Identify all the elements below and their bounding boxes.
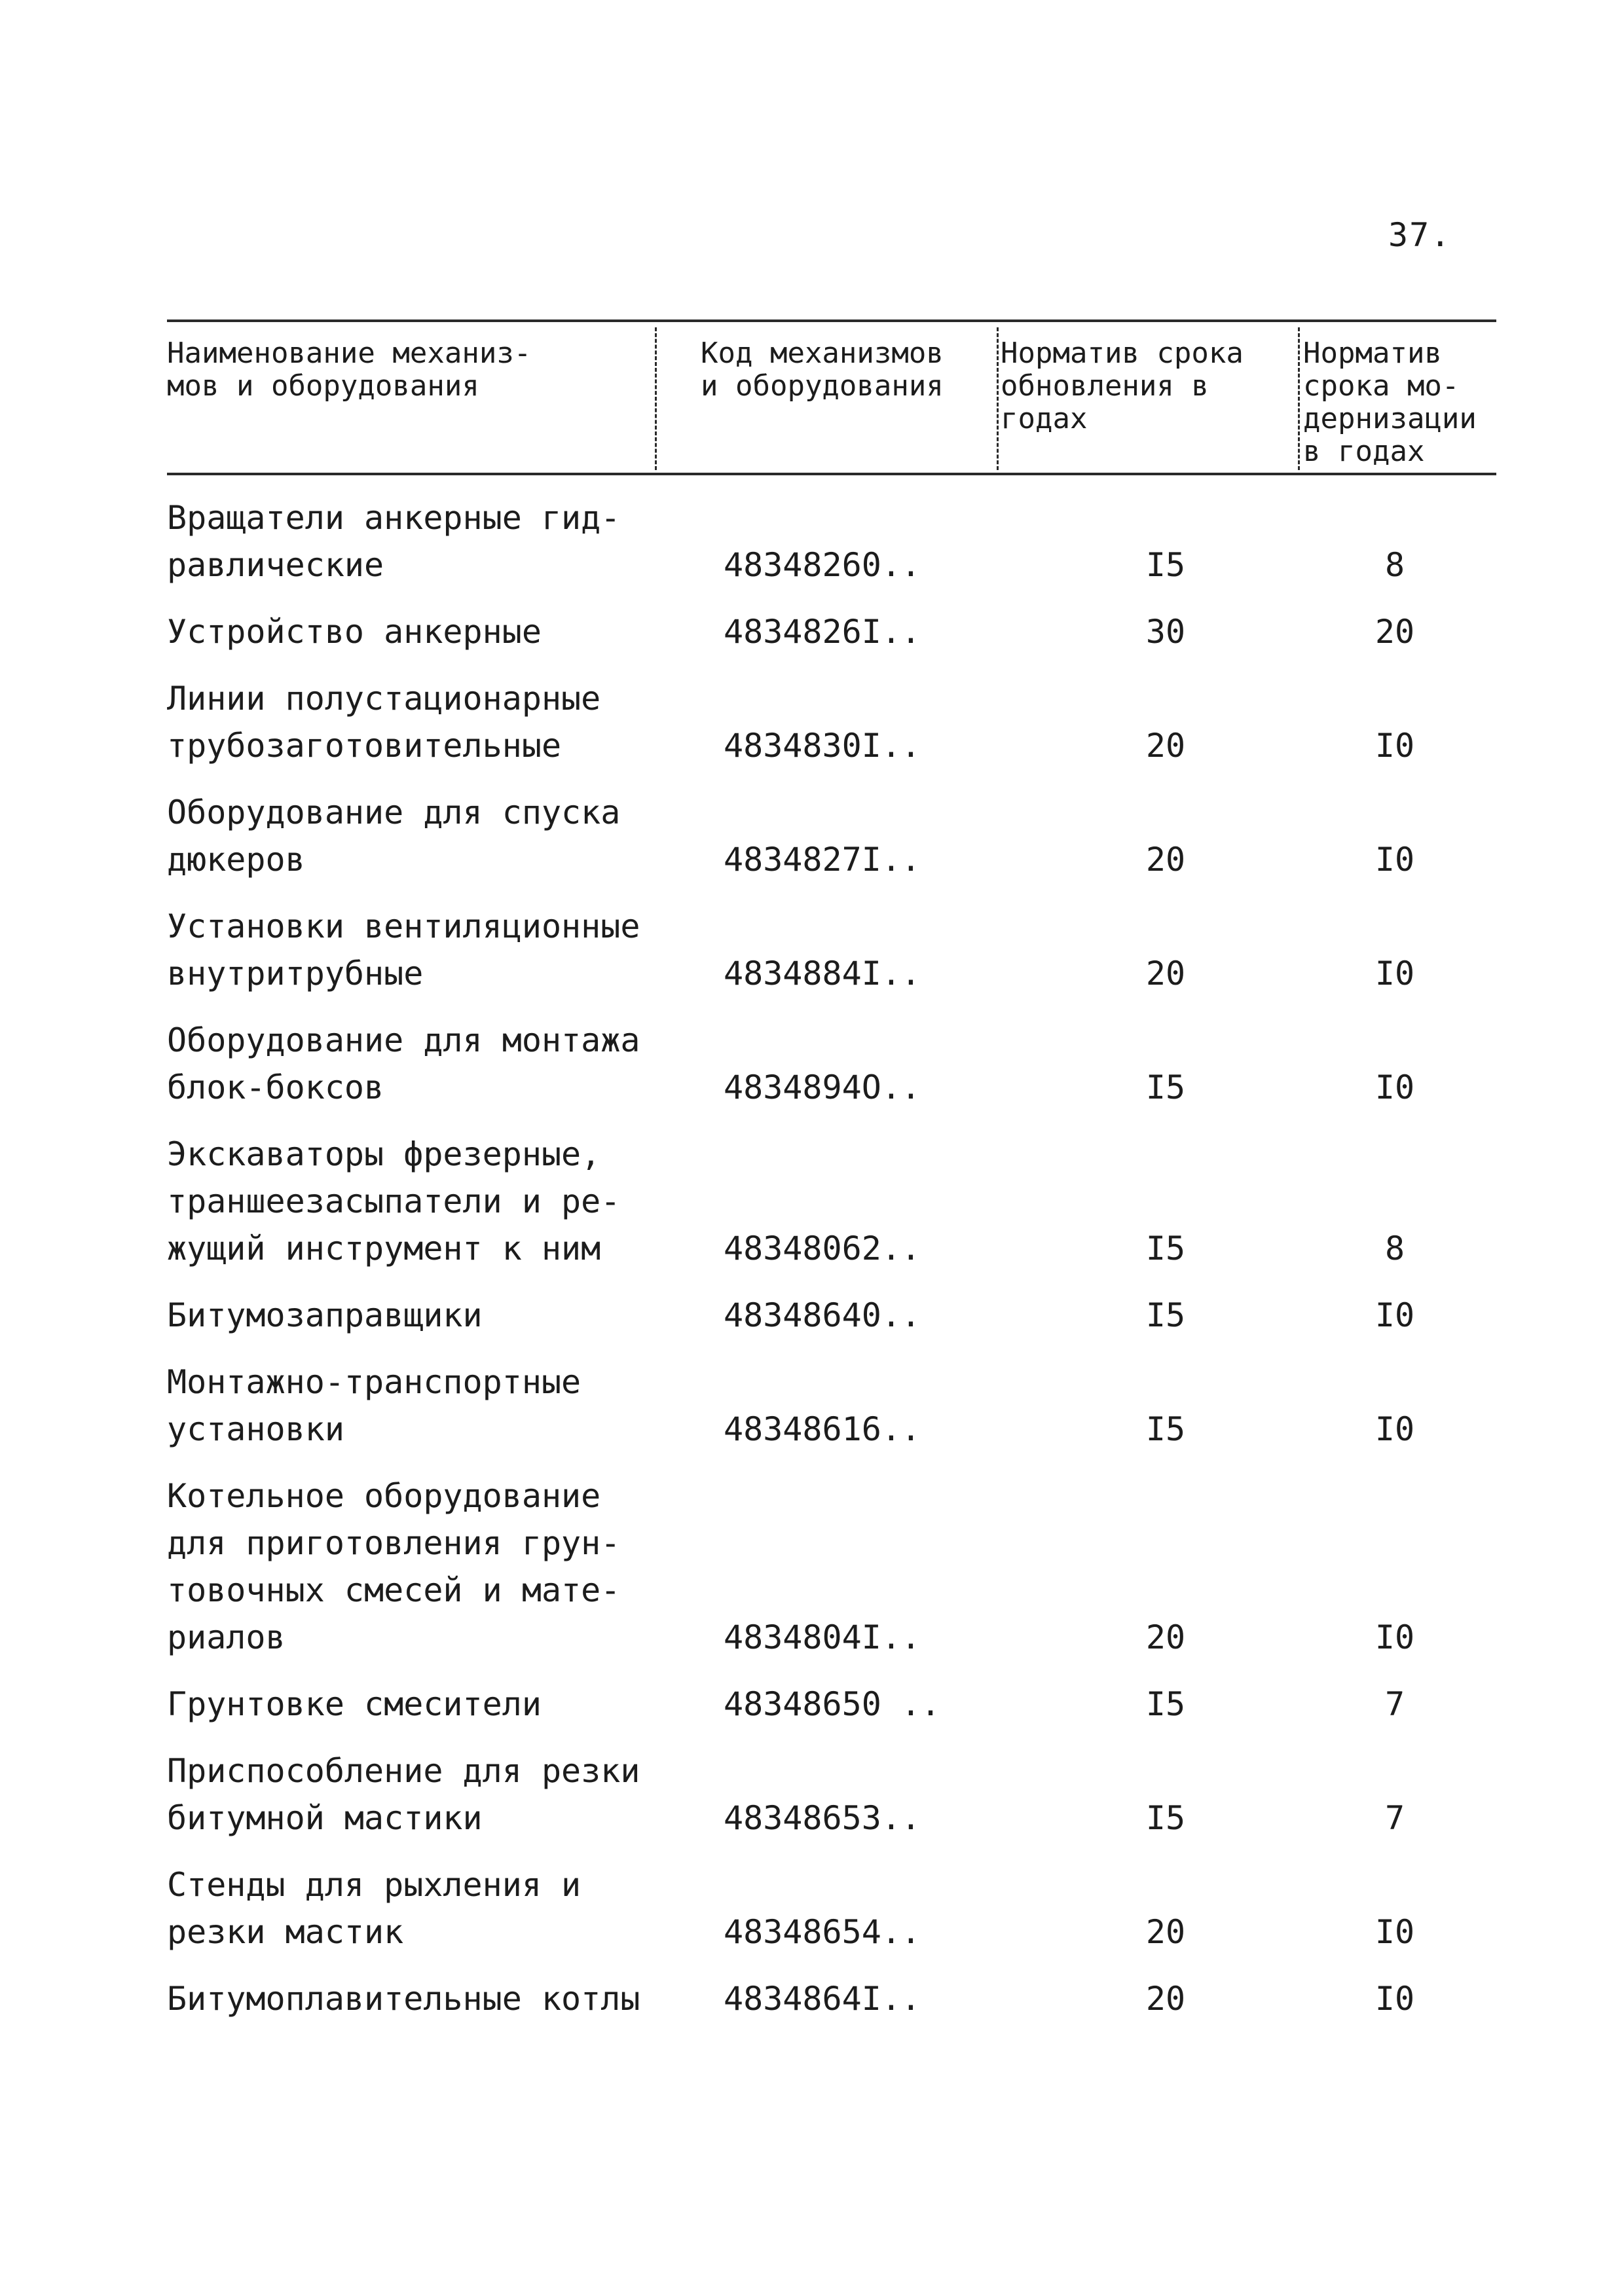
row-name: Линии полустационарные трубозаготовительные xyxy=(167,680,601,765)
row-modernization: I0 xyxy=(1375,1068,1415,1106)
row-code: 48348260.. xyxy=(724,546,921,584)
table-row xyxy=(0,1358,1624,1472)
row-name: Стенды для рыхления и резки мастик xyxy=(167,1866,581,1951)
table-row xyxy=(0,608,1624,675)
table-row xyxy=(0,1681,1624,1747)
row-code: 4834826I.. xyxy=(724,613,921,651)
row-name: Экскаваторы фрезерные, траншеезасыпатели и ре- жущий инструмент к ним xyxy=(167,1135,621,1267)
row-code: 4834830I.. xyxy=(724,727,921,765)
row-renewal: I5 xyxy=(1145,1068,1186,1106)
row-name: Приспособление для резки битумной мастики xyxy=(167,1752,640,1837)
header-divider-3 xyxy=(1298,327,1300,470)
header-top-rule xyxy=(167,319,1496,322)
row-modernization: 7 xyxy=(1384,1685,1405,1723)
row-code: 48348653.. xyxy=(724,1799,921,1837)
table-row xyxy=(0,789,1624,903)
row-modernization: I0 xyxy=(1375,955,1415,993)
row-modernization: I0 xyxy=(1375,1618,1415,1656)
row-code: 4834827I.. xyxy=(724,841,921,879)
row-renewal: I5 xyxy=(1145,1230,1186,1267)
table-row xyxy=(0,903,1624,1017)
table-row xyxy=(0,1131,1624,1292)
row-code: 48348616.. xyxy=(724,1410,921,1448)
table-row xyxy=(0,1472,1624,1681)
header-divider-2 xyxy=(997,327,999,470)
row-renewal: 30 xyxy=(1145,613,1186,651)
row-renewal: I5 xyxy=(1145,1685,1186,1723)
row-renewal: 20 xyxy=(1145,1980,1186,2018)
row-name: Устройство анкерные xyxy=(167,613,542,651)
header-modernization: Норматив срока мо- дернизации в годах xyxy=(1303,337,1477,468)
row-modernization: I0 xyxy=(1375,727,1415,765)
table-row xyxy=(0,494,1624,608)
row-modernization: 20 xyxy=(1375,613,1415,651)
table-body xyxy=(0,494,1624,2042)
header-renewal: Норматив срока обновления в годах xyxy=(1001,337,1244,435)
row-renewal: I5 xyxy=(1145,1296,1186,1334)
row-modernization: 8 xyxy=(1384,1230,1405,1267)
row-renewal: 20 xyxy=(1145,1913,1186,1951)
row-renewal: 20 xyxy=(1145,955,1186,993)
row-renewal: 20 xyxy=(1145,1618,1186,1656)
row-renewal: I5 xyxy=(1145,546,1186,584)
row-name: Оборудование для монтажа блок-боксов xyxy=(167,1021,640,1106)
row-renewal: 20 xyxy=(1145,841,1186,879)
row-renewal: I5 xyxy=(1145,1799,1186,1837)
row-name: Грунтовке смесители xyxy=(167,1685,542,1723)
row-name: Битумоплавительные котлы xyxy=(167,1980,640,2018)
row-code: 48348062.. xyxy=(724,1230,921,1267)
row-modernization: I0 xyxy=(1375,841,1415,879)
header-name: Наименование механиз- мов и оборудования xyxy=(167,337,532,403)
row-modernization: I0 xyxy=(1375,1296,1415,1334)
row-name: Установки вентиляционные внутритрубные xyxy=(167,907,640,993)
table-row xyxy=(0,1975,1624,2042)
row-code: 4834804I.. xyxy=(724,1618,921,1656)
row-modernization: I0 xyxy=(1375,1410,1415,1448)
row-code: 4834894O.. xyxy=(724,1068,921,1106)
row-modernization: 8 xyxy=(1384,546,1405,584)
table-row xyxy=(0,675,1624,789)
row-name: Вращатели анкерные гид- равлические xyxy=(167,499,621,584)
table-row xyxy=(0,1017,1624,1131)
row-modernization: I0 xyxy=(1375,1980,1415,2018)
row-name: Монтажно-транспортные установки xyxy=(167,1363,581,1448)
page-number: 37. xyxy=(1388,216,1452,254)
header-bottom-rule xyxy=(167,473,1496,475)
row-renewal: 20 xyxy=(1145,727,1186,765)
table-row xyxy=(0,1861,1624,1975)
row-code: 48348640.. xyxy=(724,1296,921,1334)
header-divider-1 xyxy=(655,327,657,470)
table-row xyxy=(0,1747,1624,1861)
row-modernization: I0 xyxy=(1375,1913,1415,1951)
row-name: Битумозаправщики xyxy=(167,1296,483,1334)
row-name: Котельное оборудование для приготовления грун- товочных смесей и мате- риалов xyxy=(167,1477,621,1656)
header-code: Код механизмов и оборудования xyxy=(701,337,944,403)
row-code: 4834884I.. xyxy=(724,955,921,993)
row-renewal: I5 xyxy=(1145,1410,1186,1448)
row-code: 4834864I.. xyxy=(724,1980,921,2018)
row-code: 48348654.. xyxy=(724,1913,921,1951)
row-modernization: 7 xyxy=(1384,1799,1405,1837)
row-name: Оборудование для спуска дюкеров xyxy=(167,793,621,879)
table-row xyxy=(0,1292,1624,1358)
row-code: 48348650 .. xyxy=(724,1685,941,1723)
